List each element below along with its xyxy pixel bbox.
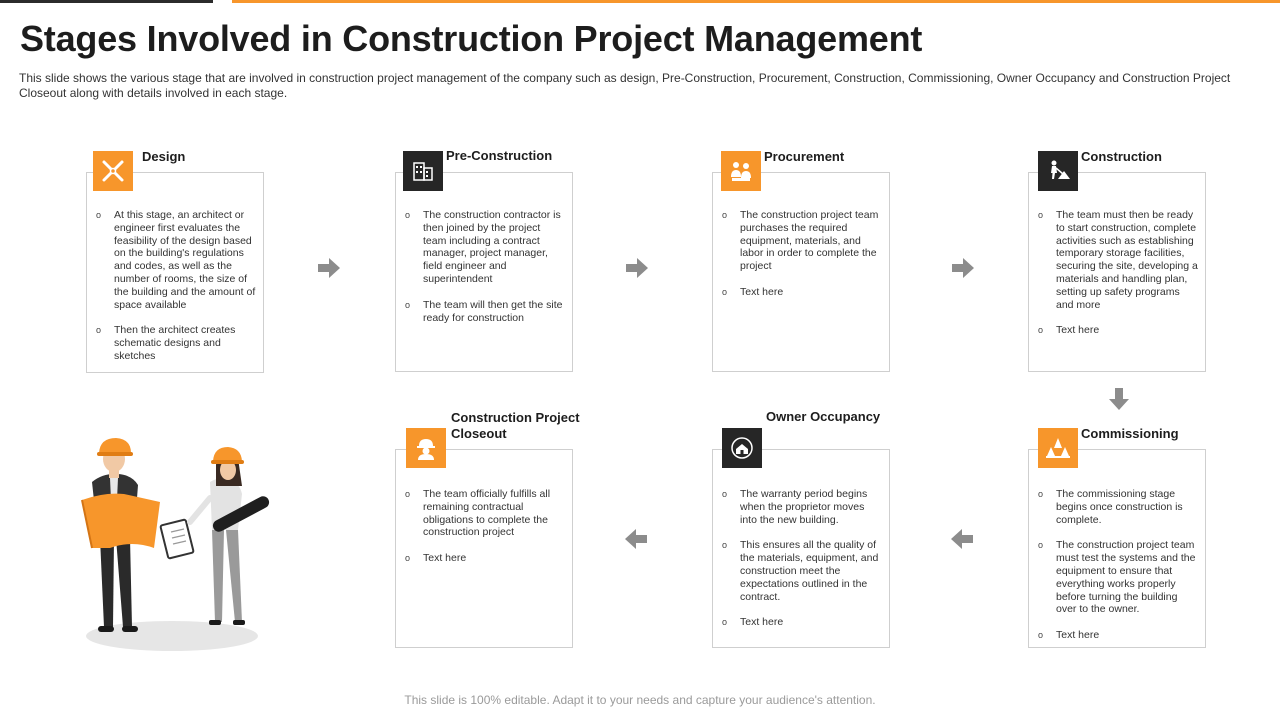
stage-bullet: o Text here <box>1038 629 1100 642</box>
stage-bullet: o Then the architect creates schematic designs and sketches <box>96 324 236 362</box>
bullet-marker: o <box>1038 325 1044 336</box>
stage-bullet: o The commissioning stage begins once construction is complete. <box>1038 488 1183 526</box>
stage-title-closeout: Construction Project Closeout <box>451 410 580 441</box>
pencil-ruler-icon <box>93 151 133 191</box>
stage-bullet: o The construction project team must test the systems and the equipment to ensure that everything works properly before turning the building over to the owner. <box>1038 539 1196 616</box>
bullet-marker: o <box>722 210 728 220</box>
stage-bullet: o The team must then be ready to start construction, complete activities such as establishing temporary storage facilities, securing the site, developing a materials and handling plan, setting up safety programs and more <box>1038 209 1198 311</box>
stage-bullets <box>721 488 883 642</box>
stage-card-construction <box>1028 172 1206 372</box>
stage-bullets <box>95 209 257 376</box>
bullet-marker: o <box>405 553 411 564</box>
stage-bullet: o Text here <box>405 552 467 565</box>
stage-bullet: o At this stage, an architect or engineer first evaluates the feasibility of the design based on the building's regulations and codes, as well as the number of rooms, the size of the building and the amount of space available <box>96 209 256 311</box>
stage-title-commissioning: Commissioning <box>1081 426 1179 441</box>
stage-bullet: o The construction contractor is then joined by the project team including a contract manager, project manager, field engineer and superintendent <box>405 209 561 285</box>
arrow-down-icon <box>1108 387 1130 411</box>
bullet-marker: o <box>722 286 728 297</box>
bullet-marker: o <box>722 489 728 499</box>
bullet-marker: o <box>1038 630 1044 641</box>
bullet-marker: o <box>1038 210 1044 220</box>
stage-bullet: o The construction project team purchases the required equipment, materials, and labor in order to complete the project <box>722 209 879 273</box>
stage-card-procurement <box>712 172 890 372</box>
bullet-marker: o <box>405 489 411 499</box>
bullet-marker: o <box>1038 540 1044 551</box>
arrow-right-icon <box>317 257 341 279</box>
footer-note: This slide is 100% editable. Adapt it to your needs and capture your audience's attention. <box>404 693 876 707</box>
bullet-marker: o <box>96 210 102 220</box>
stage-title-owner-occupancy: Owner Occupancy <box>766 409 881 424</box>
stage-bullet: o This ensures all the quality of the materials, equipment, and construction meet the expectations outlined in the contract. <box>722 539 879 603</box>
stage-card-closeout <box>395 449 573 648</box>
page-title: Stages Involved in Construction Project Management <box>20 18 923 59</box>
stage-card-design <box>86 172 264 373</box>
bullet-marker: o <box>405 210 411 220</box>
female-engineer-figure <box>160 447 271 625</box>
stage-title-procurement: Procurement <box>764 149 845 164</box>
bullet-marker: o <box>96 325 102 336</box>
stage-bullet: o Text here <box>722 285 784 298</box>
bullet-marker: o <box>722 617 728 628</box>
page-subtitle: This slide shows the various stage that are involved in construction project management of the company such as design, Pre-Construction, Procurement, Construction, Commissioning, Owner Occupancy and Construction Project Closeout along with details involved in each stage. <box>19 71 1231 100</box>
stage-card-commissioning <box>1028 449 1206 648</box>
male-engineer-figure <box>82 438 160 632</box>
arrow-right-icon <box>951 257 975 279</box>
engineers-illustration <box>70 430 285 660</box>
bullet-marker: o <box>1038 489 1044 499</box>
engineer-helmet-icon <box>406 428 446 468</box>
stage-title-construction: Construction <box>1081 149 1162 164</box>
stage-bullet: o Text here <box>1038 324 1100 337</box>
stage-bullets <box>1037 488 1199 655</box>
stage-title-pre-construction: Pre-Construction <box>446 148 553 163</box>
worker-digging-icon <box>1038 151 1078 191</box>
stage-bullet: o The team will then get the site ready for construction <box>405 298 563 324</box>
arrow-left-icon <box>950 528 974 550</box>
stage-card-pre-construction <box>395 172 573 372</box>
stage-bullets <box>721 209 883 312</box>
stage-bullet: o The team officially fulfills all remaining contractual obligations to complete the construction project <box>405 488 551 539</box>
traffic-cones-icon <box>1038 428 1078 468</box>
top-accent-bar-orange <box>232 0 1280 3</box>
stage-bullets <box>404 488 566 578</box>
bullet-marker: o <box>405 299 411 310</box>
key-house-icon <box>722 428 762 468</box>
stage-bullet: o Text here <box>722 616 784 629</box>
stage-bullet: o The warranty period begins when the proprietor moves into the new building. <box>722 488 868 526</box>
stage-bullets <box>1037 209 1199 350</box>
procurement-workers-icon <box>721 151 761 191</box>
blueprint-building-icon <box>403 151 443 191</box>
stage-bullets <box>404 209 566 337</box>
bullet-marker: o <box>722 540 728 551</box>
arrow-right-icon <box>625 257 649 279</box>
top-accent-bar-dark <box>0 0 213 3</box>
stage-card-owner-occupancy <box>712 449 890 648</box>
stage-title-design: Design <box>142 149 186 164</box>
arrow-left-icon <box>624 528 648 550</box>
